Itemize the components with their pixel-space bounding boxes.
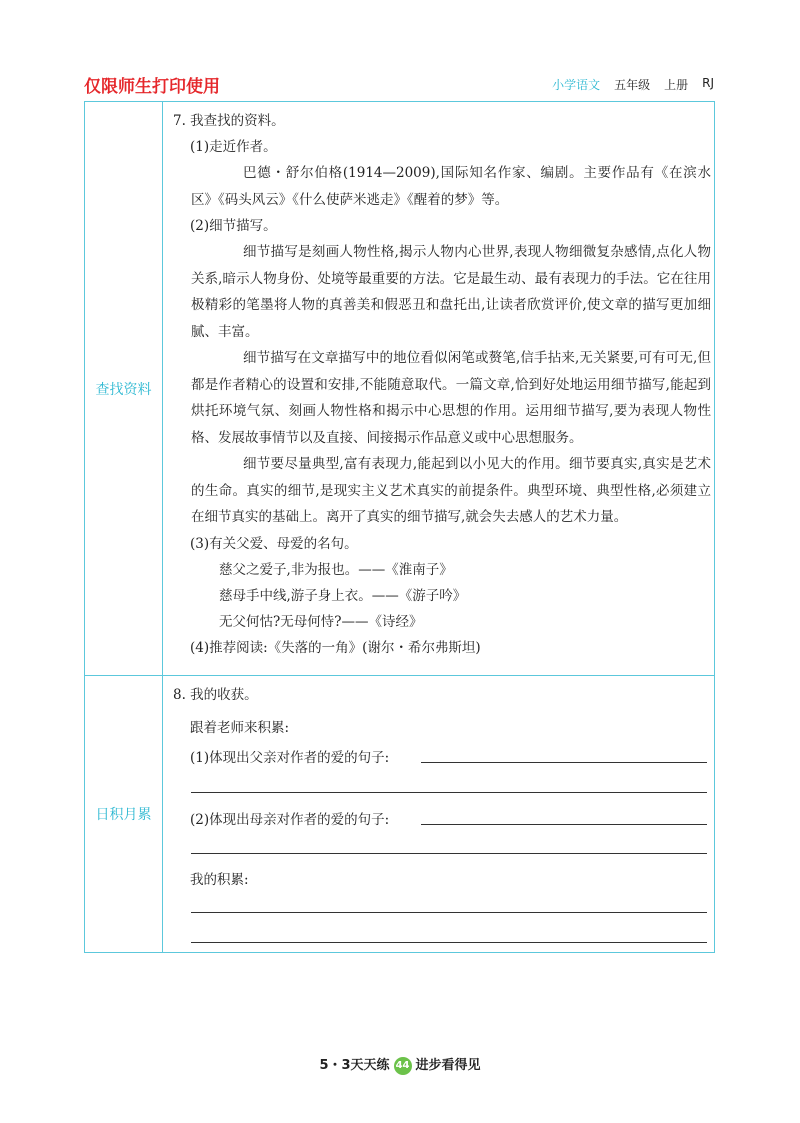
- edition-label: RJ: [702, 76, 714, 90]
- book-info: [552, 76, 714, 93]
- item-1-title: (1)走近作者。: [190, 139, 277, 155]
- worksheet-table: [84, 101, 715, 953]
- grade-label: 五年级: [614, 78, 651, 92]
- quote-3: 无父何怙?无母何恃?——《诗经》: [219, 613, 423, 630]
- answer-line-3b[interactable]: [191, 942, 707, 943]
- item-2-paragraph-2: 细节描写在文章描写中的地位看似闲笔或赘笔,信手拈来,无关紧要,可有可无,但都是作者精心的设置和安排,不能随意取代。一篇文章,恰到好处地运用细节描写,能起到烘托环境气氛、刻画人物性格和揭示中心思想的作用。运用细节描写,要为表现人物性格、发展故事情节以及直接、间接揭示作品意义或中心思想服务。: [191, 350, 711, 446]
- print-notice: 仅限师生打印使用: [84, 77, 220, 97]
- prompt-text: [173, 715, 289, 741]
- q2-row: [173, 807, 389, 833]
- row-divider: [85, 675, 714, 676]
- subject-label: 小学语文: [552, 78, 601, 92]
- mine-row: [173, 867, 249, 893]
- quote-2: 慈母手中线,游子身上衣。——《游子吟》: [219, 587, 467, 604]
- answer-line-2b[interactable]: [191, 853, 707, 854]
- q1-label: (1)体现出父亲对作者的爱的句子:: [190, 750, 390, 766]
- side-column: [85, 102, 163, 952]
- item-2-paragraphs: [173, 239, 711, 531]
- section-label-research: 查找资料: [95, 382, 152, 398]
- item-3-title: (3)有关父爱、母爱的名句。: [190, 535, 358, 552]
- answer-line-3a[interactable]: [191, 912, 707, 913]
- q1-row: [173, 745, 389, 771]
- answer-line-1a[interactable]: [421, 762, 707, 763]
- question-8-title: 8. 我的收获。: [173, 687, 258, 703]
- q2-label: (2)体现出母亲对作者的爱的句子:: [190, 812, 390, 828]
- prompt-line: 跟着老师来积累:: [190, 720, 290, 736]
- item-2-paragraph-1: 细节描写是刻画人物性格,揭示人物内心世界,表现人物细微复杂感情,点化人物关系,暗示人物身份、处境等最重要的方法。它是最生动、最有表现力的手法。它在往用极精彩的笔墨将人物的真善美和假恶丑和盘托出,让读者欣赏评价,使文章的描写更加细腻、丰富。: [191, 244, 711, 340]
- footer-slogan: 进步看得见: [415, 1058, 481, 1073]
- page-number: 44: [394, 1057, 412, 1075]
- volume-label: 上册: [664, 78, 689, 92]
- research-content: [173, 108, 711, 661]
- item-2-title: (2)细节描写。: [190, 218, 277, 234]
- footer-brand: 5・3天天练: [319, 1058, 390, 1073]
- page-footer: [0, 1054, 800, 1075]
- item-1-text: 巴德・舒尔伯格(1914—2009),国际知名作家、编剧。主要作品有《在滨水区》《码头风云》《什么使萨米逃走》《醒着的梦》等。: [191, 165, 711, 208]
- mine-label: 我的积累:: [190, 872, 249, 888]
- accumulate-content: [173, 682, 703, 708]
- question-7-title: 7. 我查找的资料。: [173, 113, 285, 129]
- answer-line-2a[interactable]: [421, 824, 707, 825]
- section-label-accumulate: 日积月累: [95, 807, 152, 823]
- quote-1: 慈父之爱子,非为报也。——《淮南子》: [219, 561, 453, 578]
- item-2-paragraph-3: 细节要尽量典型,富有表现力,能起到以小见大的作用。细节要真实,真实是艺术的生命。真实的细节,是现实主义艺术真实的前提条件。典型环境、典型性格,必须建立在细节真实的基础上。离开了真实的细节描写,就会失去感人的艺术力量。: [191, 456, 711, 525]
- item-4-reading: (4)推荐阅读:《失落的一角》(谢尔・希尔弗斯坦): [190, 639, 481, 656]
- item-1-paragraph: [173, 160, 711, 213]
- answer-line-1b[interactable]: [191, 792, 707, 793]
